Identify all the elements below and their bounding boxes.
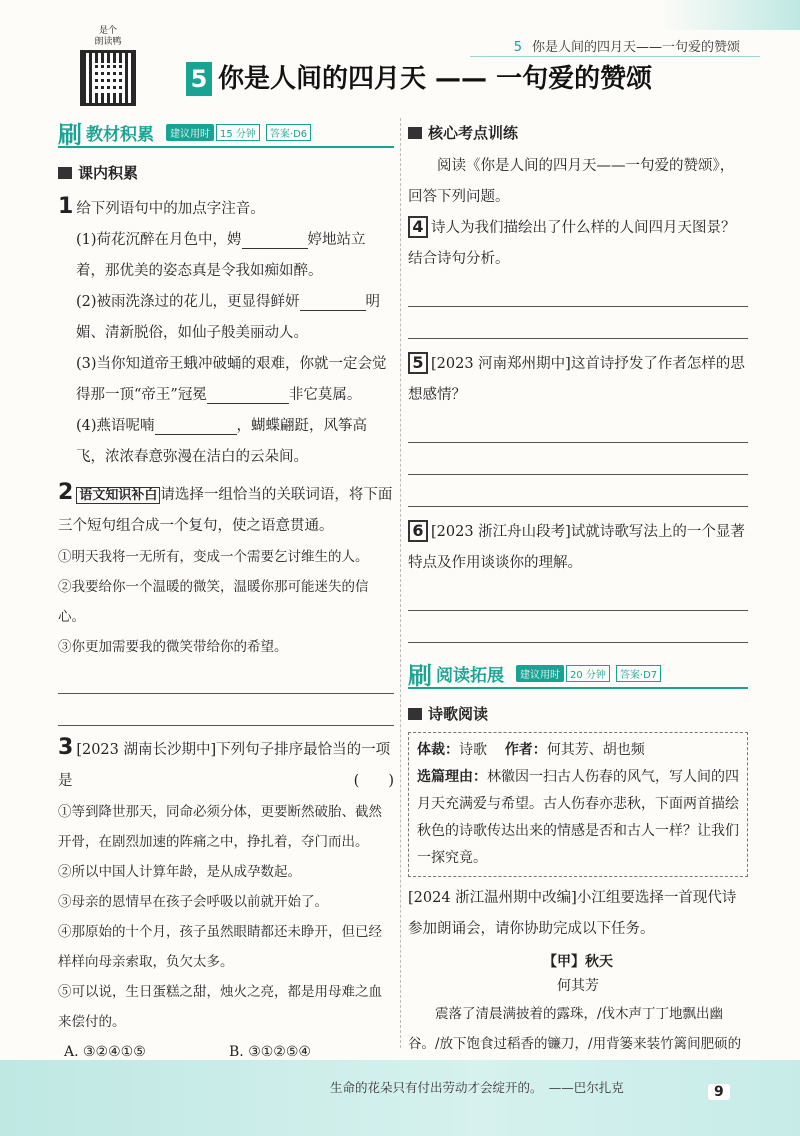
question-source: [2023 浙江舟山段考] <box>431 524 571 540</box>
reading-info-box <box>408 732 748 877</box>
q1-item-text: (1)荷花沉醉在月色中，娉 <box>76 232 242 248</box>
question-3 <box>58 732 394 1097</box>
task-text: 小江组要选择一首现代诗参加朗诵会，请你协助完成以下任务。 <box>408 890 737 937</box>
sub-heading <box>408 703 748 724</box>
reading-intro: 阅读《你是人间的四月天——一句爱的赞颂》，回答下列问题。 <box>408 158 735 205</box>
right-column <box>408 118 748 1136</box>
q1-item-text: 婷地站立着，那优美的姿态真是令我如痴如醉。 <box>76 232 366 279</box>
answer-blank[interactable] <box>300 293 366 311</box>
question-4 <box>408 213 748 339</box>
q1-item-text: 非它莫属。 <box>288 387 362 403</box>
answer-line[interactable] <box>408 307 748 339</box>
lesson-number: 5 <box>186 62 212 96</box>
q3-line: ⑤可以说，生日蛋糕之甜，烛火之亮，都是用母难之血来偿付的。 <box>58 984 382 1030</box>
footer-quote: 生命的花朵只有付出劳动才会绽开的。 ——巴尔扎克 <box>330 1080 624 1095</box>
option-b[interactable]: B. ③①②⑤④ <box>229 1044 311 1060</box>
answer-ref: 答案·D6 <box>266 124 311 141</box>
q1-item-text: ，蝴蝶翩跹，风筝高飞，浓浓春意弥漫在洁白的云朵间。 <box>76 418 368 465</box>
footer-band <box>0 1060 800 1136</box>
answer-line[interactable] <box>408 275 748 307</box>
answer-paren[interactable]: ( ) <box>353 773 394 789</box>
qr-code-block[interactable] <box>78 26 138 106</box>
running-header-title: 你是人间的四月天——一句爱的赞颂 <box>531 40 740 55</box>
q1-item <box>58 349 394 411</box>
question-stem: 请选择一组恰当的关联词语，将下面三个短句组合成一个复句，使之语意贯通。 <box>58 487 393 534</box>
option-a[interactable]: A. ③②④①⑤ <box>64 1044 146 1060</box>
reason-text: 林徽因一扫古人伤春的风气，写人间的四月天充满爱与希望。古人伤春亦悲秋，下面两首描绘秋色的诗歌传达出来的情感是否和古人一样？让我们一探究竟。 <box>417 769 739 866</box>
poem-body: 震落了清晨满披着的露珠，/伐木声丁丁地飘出幽谷。/放下饱食过稻香的镰刀，/用背篓来装竹篱间肥硕的 <box>408 1006 742 1052</box>
answer-ref: 答案·D7 <box>616 665 661 682</box>
top-decoration <box>660 0 800 30</box>
task-source: [2024 浙江温州期中改编] <box>408 890 577 906</box>
question-stem: 试就诗歌写法上的一个显著特点及作用谈谈你的理解。 <box>408 524 745 571</box>
q1-item-text: 明媚、清新脱俗，如仙子般美丽动人。 <box>76 294 381 341</box>
q3-line: ①等到降世那天，同命必须分体，更要断然破胎、截然开骨，在剧烈加速的阵痛之中，挣扎着，夺门而出。 <box>58 804 382 850</box>
left-column <box>58 118 394 1097</box>
column-divider <box>400 118 401 1048</box>
section-header-textbook <box>58 118 394 148</box>
question-source: [2023 河南郑州期中] <box>431 356 571 372</box>
question-6 <box>408 517 748 643</box>
time-value: 15 分钟 <box>216 124 260 141</box>
author-value: 何其芳、胡也频 <box>546 742 645 758</box>
q1-item-text: (3)当你知道帝王蛾冲破蛹的艰难，你就一定会觉得那一顶“帝王”冠冕 <box>76 356 387 403</box>
answer-line[interactable] <box>408 411 748 443</box>
lesson-title <box>186 58 652 96</box>
poem-author: 何其芳 <box>557 978 599 994</box>
header-rule <box>470 56 760 57</box>
question-stem: 给下列语句中的加点字注音。 <box>76 201 265 217</box>
time-label: 建议用时 <box>166 124 214 141</box>
question-number: 1 <box>58 194 74 219</box>
q1-item <box>58 287 394 349</box>
q3-line: ③母亲的恩情早在孩子会呼吸以前就开始了。 <box>58 894 328 910</box>
page-number: 9 <box>708 1084 730 1100</box>
question-number: 2 <box>58 480 74 505</box>
answer-line[interactable] <box>58 662 394 694</box>
running-header-number: 5 <box>513 40 522 55</box>
question-number: 3 <box>58 735 74 760</box>
answer-blank[interactable] <box>242 231 308 249</box>
answer-line[interactable] <box>408 579 748 611</box>
sub-heading <box>408 122 748 143</box>
qr-caption: 是个 朗读鸭 <box>94 26 122 47</box>
author-label: 作者： <box>504 742 547 758</box>
section-brush-icon: 刷 <box>408 661 432 690</box>
section-name: 阅读拓展 <box>436 665 504 686</box>
question-1 <box>58 191 394 473</box>
question-5 <box>408 349 748 507</box>
poem-title: 【甲】秋天 <box>543 954 613 970</box>
answer-line[interactable] <box>408 443 748 475</box>
question-number: 4 <box>408 216 428 238</box>
q2-line: ③你更加需要我的微笑带给你的希望。 <box>58 639 288 655</box>
qr-code-icon[interactable] <box>80 50 136 106</box>
answer-blank[interactable] <box>155 417 237 435</box>
sub-heading-text: 诗歌阅读 <box>428 705 489 723</box>
section-brush-icon: 刷 <box>58 120 82 149</box>
bullet-icon <box>58 167 72 179</box>
task-intro <box>408 883 748 945</box>
sub-heading <box>58 162 394 183</box>
question-number: 6 <box>408 520 428 542</box>
time-value: 20 分钟 <box>566 665 610 682</box>
bullet-icon <box>408 708 422 720</box>
section-header-reading <box>408 659 748 689</box>
question-stem: 诗人为我们描绘出了什么样的人间四月天图景？结合诗句分析。 <box>408 220 736 267</box>
answer-line[interactable] <box>408 475 748 507</box>
running-header <box>514 36 740 55</box>
question-number: 5 <box>408 352 428 374</box>
info-reason <box>417 764 739 872</box>
answer-line[interactable] <box>58 694 394 726</box>
genre-label: 体裁： <box>417 742 459 758</box>
question-stem: 下列句子排序最恰当的一项是 <box>58 742 391 789</box>
answer-blank[interactable] <box>207 386 289 404</box>
time-label: 建议用时 <box>516 665 564 682</box>
bullet-icon <box>408 127 422 139</box>
q2-line: ①明天我将一无所有，变成一个需要乞讨维生的人。 <box>58 549 369 565</box>
question-stem: 这首诗抒发了作者怎样的思想感情？ <box>408 356 745 403</box>
q1-item-text: (4)燕语呢喃 <box>76 418 155 434</box>
genre-value: 诗歌 <box>459 742 487 758</box>
q3-line: ④那原始的十个月，孩子虽然眼睛都还未睁开，但已经样样向母亲索取，负欠太多。 <box>58 924 382 970</box>
answer-line[interactable] <box>408 611 748 643</box>
lesson-title-text: 你是人间的四月天 —— 一句爱的赞颂 <box>218 64 653 94</box>
q1-item-text: (2)被雨洗涤过的花儿，更显得鲜妍 <box>76 294 300 310</box>
q3-line: ②所以中国人计算年龄，是从成孕数起。 <box>58 864 301 880</box>
info-meta <box>417 737 739 764</box>
q1-item <box>58 411 394 473</box>
q1-item <box>58 225 394 287</box>
reason-label: 选篇理由： <box>417 769 487 785</box>
q2-line: ②我要给你一个温暖的微笑，温暖你那可能迷失的信心。 <box>58 579 369 625</box>
question-source: [2023 湖南长沙期中] <box>76 742 217 758</box>
question-2 <box>58 477 394 726</box>
sub-heading-text: 课内积累 <box>78 164 139 182</box>
knowledge-tag: 语文知识补白 <box>76 487 160 504</box>
section-name: 教材积累 <box>86 124 154 145</box>
sub-heading-text: 核心考点训练 <box>428 124 519 142</box>
